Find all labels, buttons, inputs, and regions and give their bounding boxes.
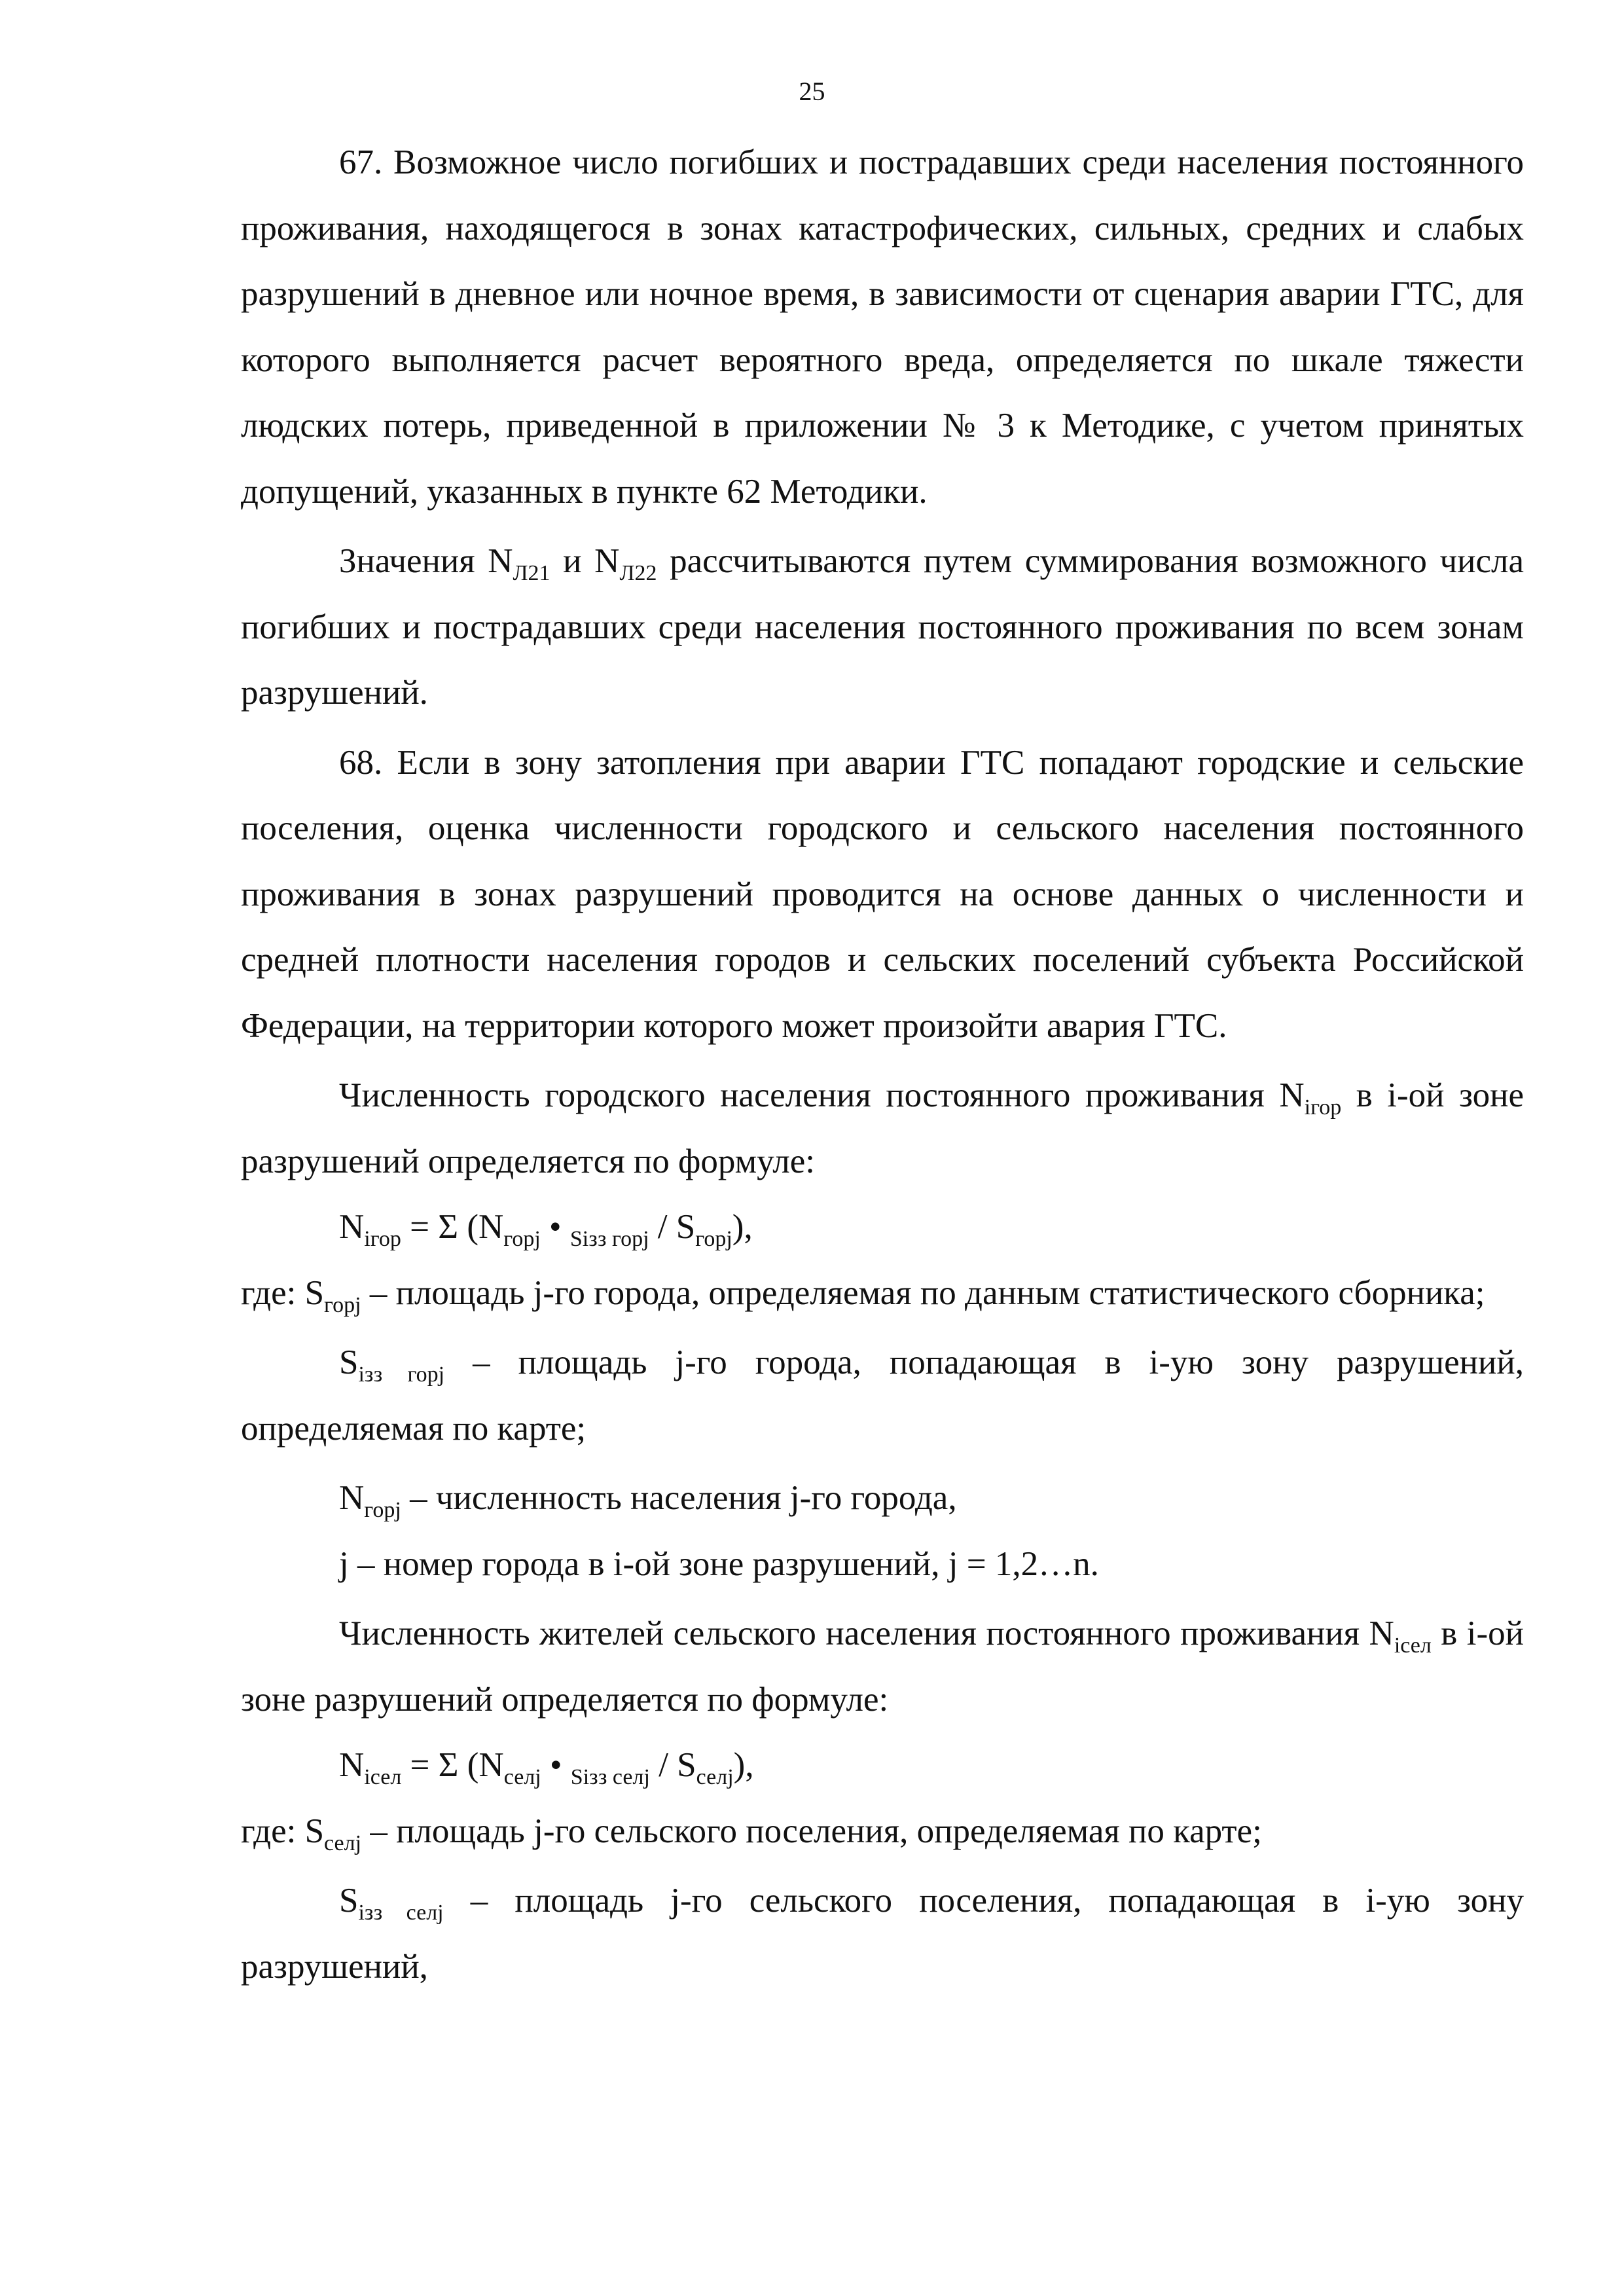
subscript: селj	[324, 1831, 362, 1855]
subscript: iсел	[1394, 1633, 1432, 1658]
text-run: Значения N	[339, 542, 513, 580]
subscript: iгор	[1304, 1095, 1342, 1120]
subscript: горj	[324, 1292, 361, 1317]
urban-definition-s	[241, 1260, 1524, 1326]
urban-definition-j: j – номер города в i-ой зоне разрушений, j = 1,2…n.	[339, 1544, 1099, 1583]
rural-formula	[241, 1732, 1524, 1798]
text-run: где: S	[241, 1812, 325, 1850]
document-body	[241, 130, 1524, 1999]
formula-symbol: N	[339, 1746, 365, 1784]
subscript: iзз горj	[358, 1362, 445, 1387]
rural-intro	[241, 1601, 1524, 1732]
formula-symbol: ),	[733, 1746, 754, 1784]
subscript: горj	[364, 1498, 401, 1522]
text-run: – площадь j-го сельского поселения, определяемая по карте;	[361, 1812, 1262, 1850]
text-run: Численность жителей сельского населения постоянного проживания N	[339, 1614, 1394, 1652]
urban-intro	[241, 1063, 1524, 1194]
subscript: Л21	[513, 561, 550, 585]
subscript: селj	[696, 1765, 734, 1789]
text-run: – численность населения j-го города,	[401, 1479, 957, 1517]
subscript: iзз селj	[358, 1901, 444, 1925]
formula-symbol: / S	[649, 1208, 696, 1246]
formula-symbol: N	[339, 1208, 365, 1246]
page-number: 25	[799, 77, 825, 106]
paragraph-67-values	[241, 528, 1524, 726]
subscript: Siзз горj	[569, 1227, 649, 1251]
text-run: Численность городского населения постоянного проживания N	[339, 1076, 1305, 1114]
paragraph-68: 68. Если в зону затопления при аварии ГТС попадают городские и сельские поселения, оценка численности городского и сельского населения постоянного проживания в зонах разрушений проводится на основе данных о численности и средней плотности населения городов и сельских поселений субъекта Российской Федерации, на территории которого может произойти авария ГТС.	[241, 743, 1524, 1045]
subscript: iсел	[364, 1765, 402, 1789]
text-run: – площадь j-го города, определяемая по данным статистического сборника;	[361, 1273, 1485, 1312]
text-run: рассчитываются путем суммирования возможного числа погибших и пострадавших среди населения постоянного проживания по всем зонам разрушений.	[241, 542, 1524, 712]
paragraph-67: 67. Возможное число погибших и пострадавших среди населения постоянного проживания, находящегося в зонах катастрофических, сильных, средних и слабых разрушений в дневное или ночное время, в зависимости от сценария аварии ГТС, для которого выполняется расчет вероятного вреда, определяется по шкале тяжести людских потерь, приведенной в приложении № 3 к Методике, с учетом принятых допущений, указанных в пункте 62 Методики.	[241, 143, 1524, 511]
text-run: где: S	[241, 1273, 325, 1312]
formula-operator: •	[540, 1208, 570, 1246]
text-run: – площадь j-го города, попадающая в i-ую зону разрушений, определяемая по карте;	[241, 1343, 1524, 1448]
subscript: горj	[503, 1227, 541, 1251]
text-run: в i-ой зоне разрушений определяется по формуле:	[241, 1076, 1524, 1180]
text-run: N	[339, 1479, 365, 1517]
subscript: Л22	[619, 561, 657, 585]
formula-symbol: ),	[732, 1208, 753, 1246]
formula-symbol: = Σ (N	[401, 1208, 504, 1246]
urban-definition-siz	[241, 1330, 1524, 1461]
text-run: S	[339, 1882, 359, 1920]
rural-definition-s	[241, 1798, 1524, 1865]
rural-definition-siz	[241, 1868, 1524, 1999]
text-run: и N	[550, 542, 620, 580]
text-run: S	[339, 1343, 359, 1381]
subscript: iгор	[364, 1227, 401, 1251]
text-run: в i-ой зоне разрушений определяется по формуле:	[241, 1614, 1525, 1719]
subscript: селj	[503, 1765, 541, 1789]
subscript: Siзз селj	[570, 1765, 650, 1789]
text-run: – площадь j-го сельского поселения, попадающая в i-ую зону разрушений,	[241, 1882, 1524, 1986]
formula-symbol: / S	[649, 1746, 696, 1784]
urban-definition-n	[241, 1465, 1524, 1531]
urban-formula	[241, 1194, 1524, 1260]
subscript: горj	[695, 1227, 732, 1251]
formula-operator: •	[541, 1746, 571, 1784]
formula-symbol: = Σ (N	[401, 1746, 504, 1784]
